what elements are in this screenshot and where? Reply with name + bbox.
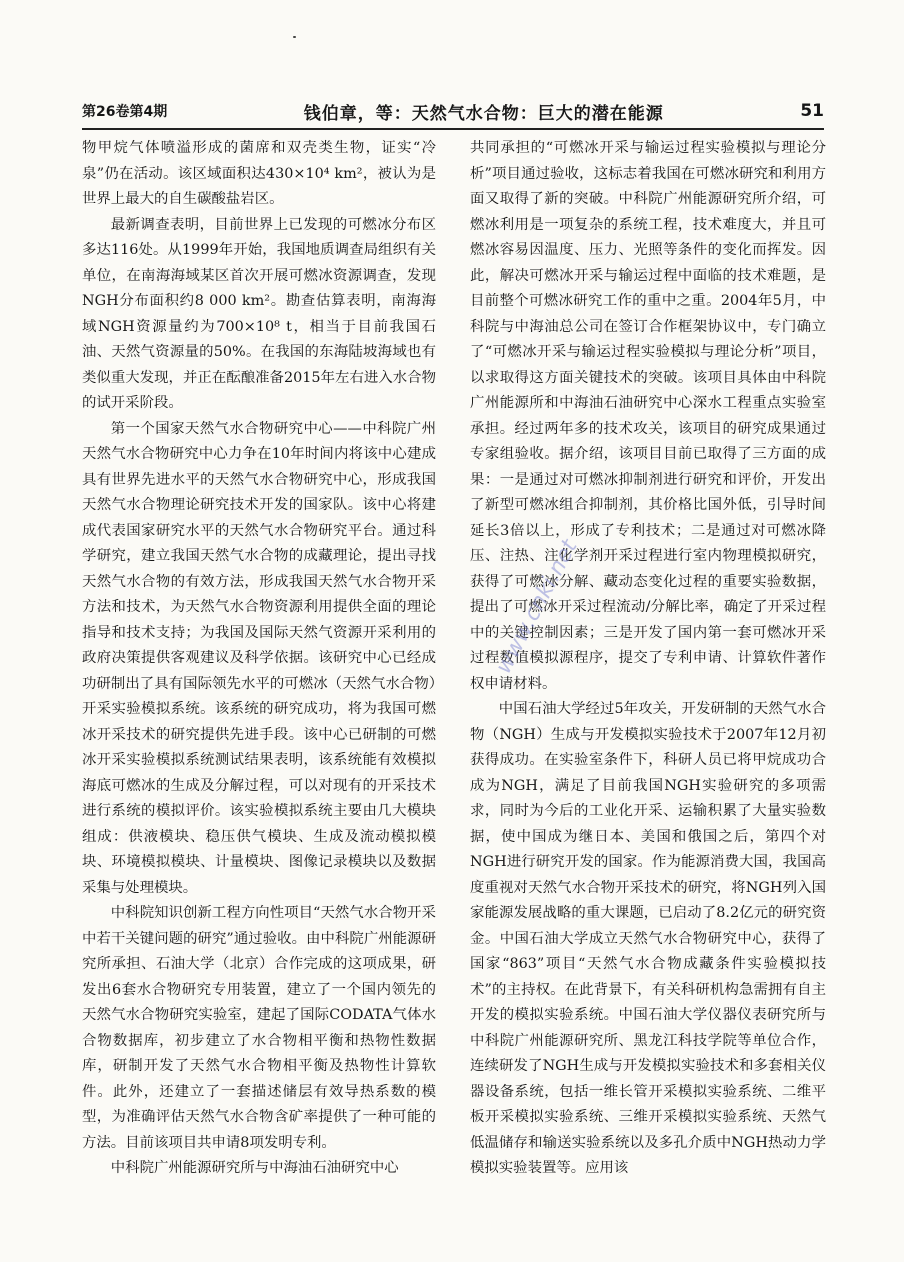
article-title: 钱伯章，等：天然气水合物：巨大的潜在能源 bbox=[303, 103, 664, 124]
watermark-text: www.cnki.net bbox=[491, 535, 583, 678]
paragraph: 中科院知识创新工程方向性项目“天然气水合物开采中若干关键问题的研究”通过验收。由中科院广州能源研究所承担、石油大学（北京）合作完成的这项成果，研发出6套水合物研究专用装置，建立了一个国内领先的天然气水合物研究实验室，建起了国际CODATA气体水合物数据库，初步建立了水合物相平衡和热物性数据库，研制开发了天然气水合物相平衡及热物性计算软件。此外，还建立了一套描述储层有效导热系数的模型，为准确评估天然气水合物含矿率提供了一种可能的方法。目前该项目共申请8项发明专利。 bbox=[82, 905, 436, 1151]
paragraph: 最新调查表明，目前世界上已发现的可燃冰分布区多达116处。从1999年开始，我国地质调查局组织有关单位，在南海海域某区首次开展可燃冰资源调查，发现NGH分布面积约8 000 km²。勘查估算表明，南海海域NGH资源量约为700×10⁸ t，相当于目前我国石油、天然气资源量的50%。在我国的东海陆坡海域也有类似重大发现，并正在酝酿准备2015年左右进入水合物的试开采阶段。 bbox=[82, 216, 436, 411]
paragraph: 中科院广州能源研究所与中海油石油研究中心 bbox=[110, 1160, 399, 1176]
paragraph: 物甲烷气体喷溢形成的菌席和双壳类生物，证实“冷泉”仍在活动。该区域面积达430×10⁴ km²，被认为是世界上最大的自生碳酸盐岩区。 bbox=[82, 140, 436, 207]
paragraph: 共同承担的“可燃冰开采与输运过程实验模拟与理论分析”项目通过验收，这标志着我国在可燃冰研究和利用方面又取得了新的突破。中科院广州能源研究所介绍，可燃冰利用是一项复杂的系统工程，技术难度大，并且可燃冰容易因温度、压力、光照等条件的变化而挥发。因此，解决可燃冰开采与输运过程中面临的技术难题，是目前整个可燃冰研究工作的重中之重。2004年5月，中科院与中海油总公司在签订合作框架协议中，专门确立了“可燃冰开采与输运过程实验模拟与理论分析”项目，以求取得这方面关键技术的突破。该项目具体由中科院广州能源所和中海油石油研究中心深水工程重点实验室承担。经过两年多的技术攻关，该项目的研究成果通过专家组验收。据介绍，该项目目前已取得了三方面的成果：一是通过对可燃冰抑制剂进行研究和评价，开发出了新型可燃冰组合抑制剂，其价格比国外低，引导时间延长3倍以上，形成了专利技术；二是通过对可燃冰降压、注热、注化学剂开采过程进行室内物理模拟研究，获得了可燃冰分解、藏动态变化过程的重要实验数据，提出了可燃冰开采过程流动/分解比率，确定了开采过程中的关键控制因素；三是开发了国内第一套可燃冰开采过程数值模拟源程序，提交了专利申请、计算软件著作权申请材料。 bbox=[470, 140, 826, 692]
page-number: 51 bbox=[800, 101, 824, 121]
left-column bbox=[82, 136, 436, 1246]
journal-issue: 第26卷第4期 bbox=[82, 104, 168, 120]
scan-speck bbox=[293, 36, 296, 38]
paragraph: 中国石油大学经过5年攻关，开发研制的天然气水合物（NGH）生成与开发模拟实验技术于2007年12月初获得成功。在实验室条件下，科研人员已将甲烷成功合成为NGH，满足了目前我国NGH实验研究的多项需求，同时为今后的工业化开采、运输积累了大量实验数据，使中国成为继日本、美国和俄国之后，第四个对NGH进行研究开发的国家。作为能源消费大国，我国高度重视对天然气水合物开采技术的研究，将NGH列入国家能源发展战略的重大课题，已启动了8.2亿元的研究资金。中国石油大学成立天然气水合物研究中心，获得了国家“863”项目“天然气水合物成藏条件实验模拟技术”的主持权。在此背景下，有关科研机构急需拥有自主开发的模拟实验系统。中国石油大学仪器仪表研究所与中科院广州能源研究所、黑龙江科技学院等单位合作，连续研发了NGH生成与开发模拟实验技术和多套相关仪器设备系统，包括一维长管开采模拟实验系统、二维平板开采模拟实验系统、三维开采模拟实验系统、天然气低温储存和输送实验系统以及多孔介质中NGH热动力学模拟实验装置等。应用该 bbox=[470, 701, 826, 1176]
right-column bbox=[470, 136, 826, 1246]
paragraph: 第一个国家天然气水合物研究中心——中科院广州天然气水合物研究中心力争在10年时间内将该中心建成具有世界先进水平的天然气水合物研究中心，形成我国天然气水合物理论研究技术开发的国家队。该中心将建成代表国家研究水平的天然气水合物研究平台。通过科学研究，建立我国天然气水合物的成藏理论，提出寻找天然气水合物的有效方法，形成我国天然气水合物开采方法和技术，为天然气水合物资源利用提供全面的理论指导和技术支持；为我国及国际天然气资源开采利用的政府决策提供客观建议及科学依据。该研究中心已经成功研制出了具有国际领先水平的可燃冰（天然气水合物）开采实验模拟系统。该系统的研究成功，将为我国可燃冰开采技术的研究提供先进手段。该中心已研制的可燃冰开采实验模拟系统测试结果表明，该系统能有效模拟海底可燃冰的生成及分解过程，可以对现有的开采技术进行系统的模拟评价。该实验模拟系统主要由几大模块组成：供液模块、稳压供气模块、生成及流动模拟模块、环境模拟模块、计量模块、图像记录模块以及数据采集与处理模块。 bbox=[82, 420, 436, 896]
running-header bbox=[82, 94, 824, 130]
